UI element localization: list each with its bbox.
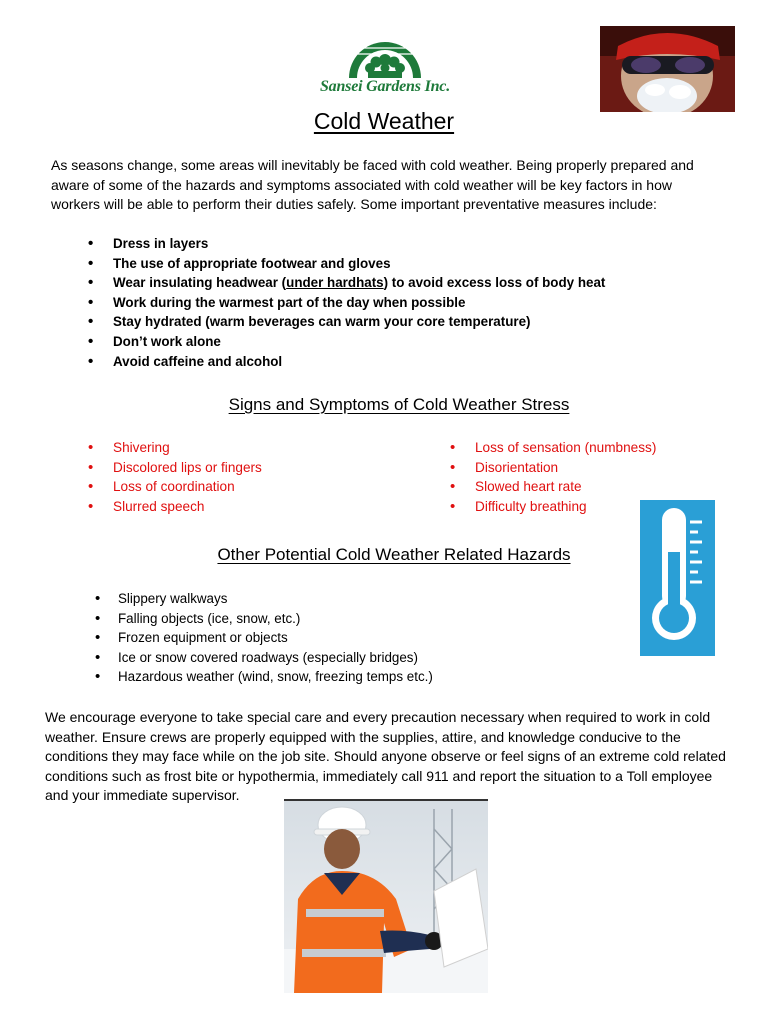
list-item: • Slowed heart rate (450, 477, 656, 497)
company-logo (312, 16, 458, 100)
list-item: • Dress in layers (88, 234, 605, 254)
symptoms-list-left (88, 438, 262, 516)
underlined-text: under hardhats (286, 275, 384, 291)
hazards-list (95, 589, 433, 687)
logo-emblem (312, 16, 458, 78)
list-item: • The use of appropriate footwear and gloves (88, 254, 605, 274)
list-item: • Frozen equipment or objects (95, 628, 433, 648)
list-item: • Don’t work alone (88, 332, 605, 352)
list-item: • Wear insulating headwear (under hardhats) to avoid excess loss of body heat (88, 273, 605, 293)
hazards-heading: Other Potential Cold Weather Related Hazards (217, 545, 571, 564)
thermometer-icon (640, 500, 715, 656)
list-item: • Discolored lips or fingers (88, 458, 262, 478)
signs-heading: Signs and Symptoms of Cold Weather Stress (228, 395, 570, 414)
company-name: Sansei Gardens Inc. (319, 78, 450, 95)
list-item: • Slippery walkways (95, 589, 433, 609)
preventative-list (88, 234, 605, 371)
symptoms-list-right (450, 438, 656, 516)
list-item: • Disorientation (450, 458, 656, 478)
list-item: • Avoid caffeine and alcohol (88, 352, 605, 372)
page-title: Cold Weather (313, 108, 455, 134)
intro-paragraph: As seasons change, some areas will inevitably be faced with cold weather. Being properly prepared and aware of some of the hazards and symptoms associated with cold weather will be key factors in how workers will be able to perform their duties safely. Some important preventative measures include: (51, 157, 694, 213)
list-item: • Loss of sensation (numbness) (450, 438, 656, 458)
list-item: • Loss of coordination (88, 477, 262, 497)
closing-paragraph: We encourage everyone to take special care and every precaution necessary when required to work in cold weather. Ensure crews are properly equipped with the supplies, attire, and knowledge conducive to the conditions they may face while on the job site. Should anyone observe or feel signs of an extreme cold related conditions such as frost bite or hypothermia, immediately call 911 and report the situation to a Toll employee and your immediate supervisor. (45, 709, 726, 804)
frosted-face-photo (600, 26, 735, 112)
list-item: • Falling objects (ice, snow, etc.) (95, 609, 433, 629)
list-item: • Work during the warmest part of the day when possible (88, 293, 605, 313)
list-item: • Stay hydrated (warm beverages can warm your core temperature) (88, 312, 605, 332)
list-item: • Hazardous weather (wind, snow, freezing temps etc.) (95, 667, 433, 687)
list-item: • Slurred speech (88, 497, 262, 517)
list-item: • Ice or snow covered roadways (especially bridges) (95, 648, 433, 668)
list-item: • Difficulty breathing (450, 497, 656, 517)
worker-photo (284, 799, 488, 993)
list-item: • Shivering (88, 438, 262, 458)
